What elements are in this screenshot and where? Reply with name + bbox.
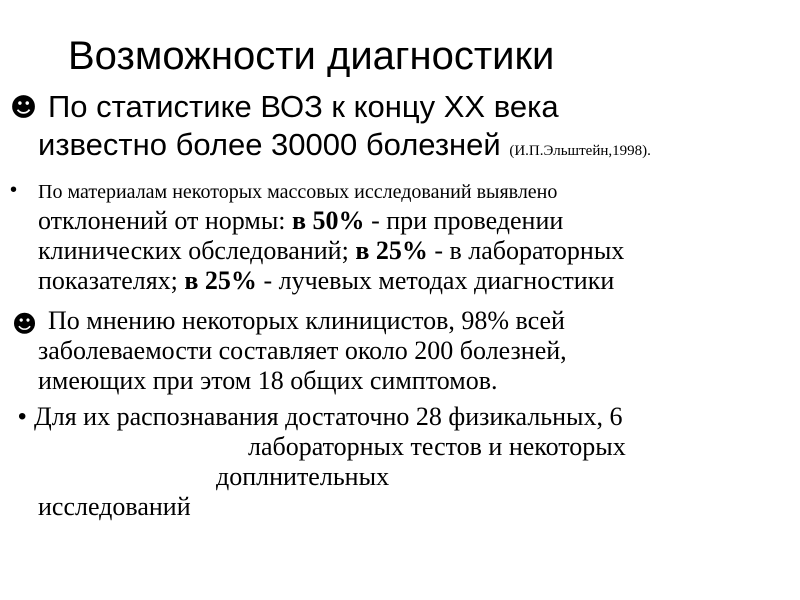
smiley-bullet-icon: ☻ bbox=[12, 310, 38, 338]
bullet1-line2-text: известно более 30000 болезней bbox=[38, 127, 501, 162]
bullet2-line1: По материалам некоторых массовых исследований выявлено bbox=[38, 181, 558, 203]
bullet2-line2-a: отклонений от нормы: bbox=[38, 206, 293, 235]
bullet4-line3: доплнительных bbox=[216, 462, 390, 491]
bullet2-line4-c: - лучевых методах диагностики bbox=[256, 266, 615, 295]
bullet2-line3-b: в 25% bbox=[355, 236, 428, 265]
bullet2-line3-c: - в лабораторных bbox=[427, 236, 625, 265]
bullet4-line2: лабораторных тестов и некоторых bbox=[248, 432, 626, 461]
bullet3-line1: По мнению некоторых клиницистов, 98% всей bbox=[48, 306, 565, 335]
citation: (И.П.Эльштейн,1998). bbox=[509, 143, 651, 159]
dot-bullet-icon: • bbox=[18, 403, 27, 430]
bullet4-line4: исследований bbox=[38, 492, 191, 521]
bullet1-line1: По статистике ВОЗ к концу XX века bbox=[48, 89, 559, 124]
bullet2-line2-c: - при проведении bbox=[364, 206, 564, 235]
bullet2-line4-b: в 25% bbox=[184, 266, 257, 295]
bullet2-line3-a: клинических обследований; bbox=[38, 236, 356, 265]
dot-bullet-icon: • bbox=[10, 179, 18, 201]
smiley-bullet-icon: ☻ bbox=[10, 93, 38, 123]
bullet2-line2 bbox=[38, 206, 563, 236]
bullet2-line3 bbox=[38, 236, 624, 266]
bullet1-line2 bbox=[38, 126, 651, 170]
bullet2-line4-a: показателях; bbox=[38, 266, 185, 295]
bullet2-line2-b: в 50% bbox=[292, 206, 365, 235]
slide-title: Возможности диагностики bbox=[68, 34, 555, 78]
bullet3-line2: заболеваемости составляет около 200 болезней, bbox=[38, 336, 567, 365]
bullet3-line3: имеющих при этом 18 общих симптомов. bbox=[38, 366, 498, 395]
bullet4-line1: Для их распознавания достаточно 28 физикальных, 6 bbox=[34, 402, 623, 431]
bullet2-line4 bbox=[38, 266, 614, 296]
